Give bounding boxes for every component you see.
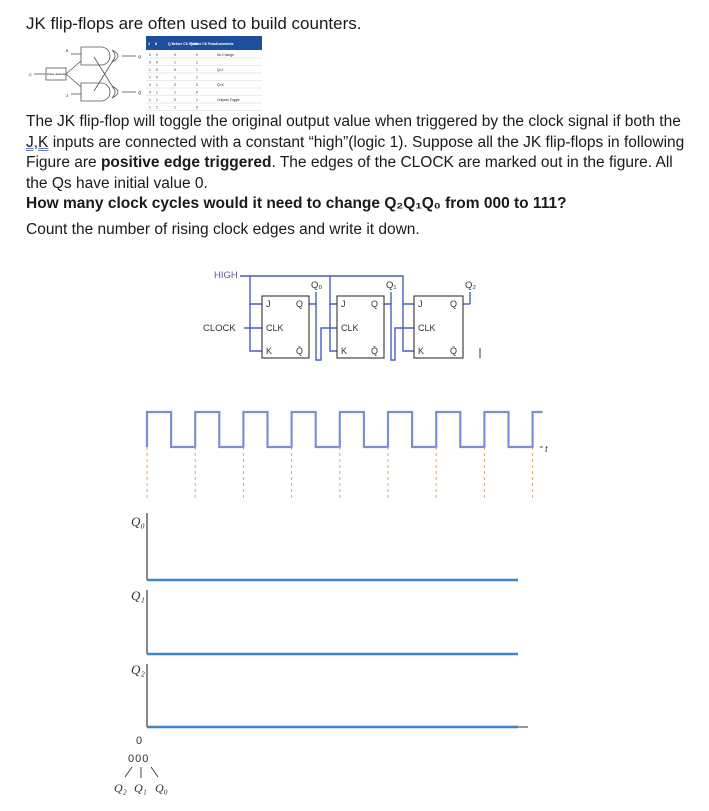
- mini-table-cell: 1: [149, 75, 151, 80]
- counter-diagram: [0, 250, 709, 811]
- output-label-q2: Q₂: [465, 280, 477, 291]
- ff2-j: J: [418, 299, 423, 309]
- mini-table-cell: 0: [174, 98, 176, 102]
- ff1-qbar: Q̄: [371, 346, 379, 356]
- ff0-j: J: [266, 299, 271, 309]
- mini-table-cell: 1: [156, 105, 158, 110]
- mini-label-qbar: Q̄: [138, 90, 142, 95]
- mini-table-cell: 0: [156, 68, 158, 72]
- wave-label-q1: Q₁: [131, 588, 145, 603]
- mini-truth-table: [146, 36, 262, 111]
- heading: JK flip-flops are often used to build counters.: [26, 14, 362, 33]
- mini-table-cell: Outputs Toggle: [217, 98, 240, 102]
- paragraph-part-3: . The edges of the CLOCK are marked out in the figure. All the Qs have initial value 0.: [26, 154, 673, 192]
- ff1-j: J: [341, 299, 346, 309]
- initial-bits: 000: [128, 753, 150, 765]
- mini-table-cell: 1: [149, 105, 151, 110]
- ff2-q: Q: [450, 299, 458, 309]
- mini-table-cell: 1: [196, 98, 198, 102]
- mini-label-j: J: [66, 93, 68, 98]
- question-text: How many clock cycles would it need to change Q₂Q₁Q₀ from 000 to 111?: [26, 195, 567, 212]
- mini-table-cell: 1: [156, 83, 158, 87]
- ff0-clk: CLK: [266, 323, 284, 333]
- clock-label: CLOCK: [203, 323, 236, 334]
- mini-table-cell: 1: [149, 98, 151, 102]
- clock-waveform: [147, 412, 543, 447]
- mini-table-cell: 0: [196, 90, 198, 95]
- problem-paragraph: [26, 112, 686, 215]
- wave-label-q0: Q₀: [131, 514, 145, 529]
- clock-wave-path: [147, 412, 543, 447]
- mini-table-cell: Q=J: [217, 68, 224, 72]
- mini-table-header: Comments: [216, 42, 234, 46]
- ff2-qbar: Q̄: [450, 346, 458, 356]
- mini-table-header: K: [155, 42, 158, 46]
- mini-table-cell: 0: [156, 53, 158, 57]
- wave-label-q2: Q₂: [131, 662, 145, 677]
- mini-table-cell: 1: [196, 75, 198, 80]
- mini-table-header: Q Before CK Pulse: [168, 42, 199, 46]
- output-label-q0: Q₀: [311, 280, 323, 291]
- mini-table-cell: 0: [149, 90, 151, 95]
- initial-zero: 0: [136, 735, 143, 747]
- mini-table-cell: No Change: [217, 53, 235, 57]
- mini-table-cell: 0: [174, 68, 176, 72]
- ff1-q: Q: [371, 299, 379, 309]
- mini-table-cell: 1: [196, 68, 198, 72]
- bit-label-q0: Q₀: [155, 781, 168, 795]
- ff0-k: K: [266, 346, 273, 356]
- paragraph-part-1: The JK flip-flop will toggle the original output value when triggered by the clock signal if both the: [26, 113, 681, 130]
- mini-table-cell: 0: [174, 53, 176, 57]
- mini-table-cell: 1: [149, 68, 151, 72]
- mini-label-pulse: Pulse detector: [47, 72, 67, 76]
- positive-edge-text: positive edge triggered: [100, 154, 272, 171]
- time-axis-label: t: [545, 444, 548, 455]
- mini-label-k: K: [66, 48, 69, 53]
- mini-table-cell: 0: [174, 83, 176, 87]
- mini-table-cell: 0: [156, 75, 158, 80]
- mini-table-cell: 0: [156, 60, 158, 65]
- mini-label-c: C: [29, 72, 32, 77]
- mini-table-cell: 1: [156, 90, 158, 95]
- edge-markers: [147, 447, 533, 500]
- bit-arrows: [125, 767, 158, 778]
- mini-table-cell: 0: [196, 105, 198, 110]
- mini-table-cell: 1: [174, 90, 176, 95]
- paragraph-part-2: inputs are connected with a constant “high”(logic 1). Suppose all the JK flip-flops in following Figure are: [26, 133, 685, 171]
- ff0-q: Q: [296, 299, 304, 309]
- mini-table-cell: Q̄=K: [217, 83, 224, 87]
- mini-table-cell: 0: [149, 60, 151, 65]
- ff2-clk: CLK: [418, 323, 436, 333]
- ff1-clk: CLK: [341, 323, 359, 333]
- mini-table-header: Q After CK Pulse: [190, 42, 218, 46]
- output-label-q1: Q₁: [386, 280, 397, 291]
- mini-table-header: J: [148, 42, 150, 46]
- mini-table-cell: 1: [156, 98, 158, 102]
- mini-table-cell: 0: [196, 83, 198, 87]
- mini-label-q: Q: [138, 54, 142, 59]
- ff2-k: K: [418, 346, 425, 356]
- mini-table-cell: 0: [196, 53, 198, 57]
- mini-table-cell: 1: [174, 75, 176, 80]
- mini-table-cell: 0: [149, 53, 151, 57]
- jk-inputs-text: J,K: [26, 133, 49, 151]
- ff1-k: K: [341, 346, 348, 356]
- bit-label-q1: Q₁: [134, 781, 147, 795]
- bit-label-q2: Q₂: [114, 781, 127, 795]
- mini-table-cell: 1: [174, 60, 176, 65]
- mini-table-cell: 1: [174, 105, 176, 110]
- instruction-text: Count the number of rising clock edges and write it down.: [26, 221, 420, 238]
- mini-table-cell: 0: [149, 83, 151, 87]
- high-label: HIGH: [214, 270, 238, 281]
- jk-reference-figure: [26, 35, 266, 115]
- q-waveforms: [147, 513, 528, 727]
- mini-table-cell: 1: [196, 60, 198, 65]
- ff0-qbar: Q̄: [296, 346, 304, 356]
